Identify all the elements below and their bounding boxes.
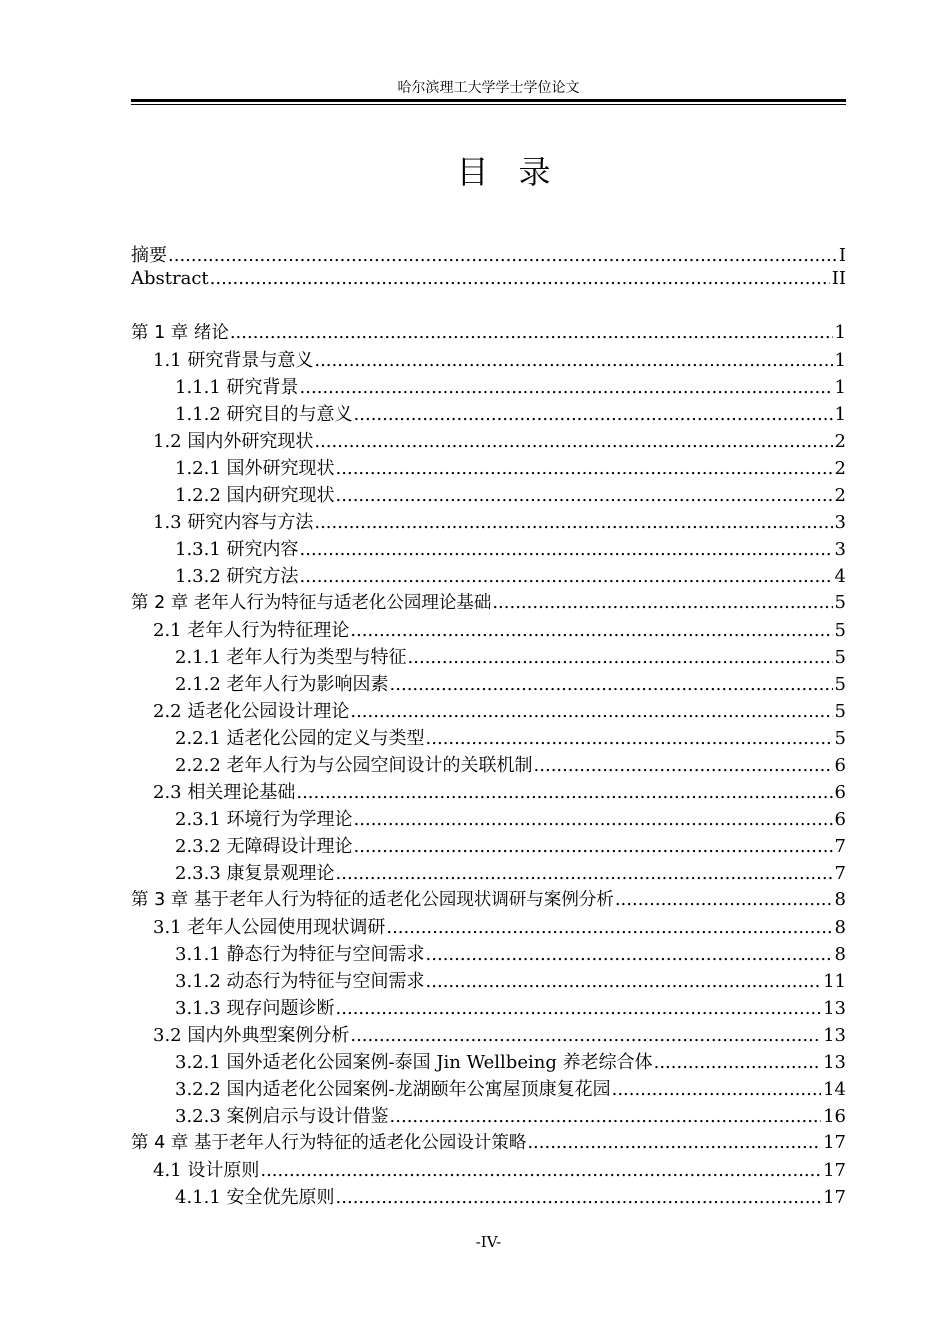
toc-entry[interactable] (131, 1021, 846, 1048)
toc-entry-label: 2.2 适老化公园设计理论 (153, 701, 350, 722)
toc-entry-label: 1.3 研究内容与方法 (153, 512, 314, 533)
toc-entry-page: 6 (834, 809, 846, 830)
toc-leader-dots (354, 404, 833, 425)
toc-entry-page: 5 (834, 620, 846, 641)
running-header: 哈尔滨理工大学学士学位论文 (397, 80, 580, 96)
toc-entry-page: 17 (823, 1132, 846, 1153)
toc-entry-label: 2.3.1 环境行为学理论 (175, 809, 353, 830)
toc-entry-label: 4.1 设计原则 (153, 1160, 260, 1181)
toc-entry-page: 11 (823, 971, 846, 992)
toc-entry-page: 7 (834, 863, 846, 884)
toc-entry-label: 第 3 章 基于老年人行为特征的适老化公园现状调研与案例分析 (131, 890, 614, 910)
toc-entry-page: 2 (834, 485, 846, 506)
toc-entry-page: 2 (834, 431, 846, 452)
toc-entry[interactable] (131, 643, 846, 670)
toc-entry-label: 3.1.3 现存问题诊断 (175, 998, 335, 1019)
toc-leader-dots (390, 1106, 822, 1127)
toc-leader-dots (426, 971, 822, 992)
toc-entry[interactable] (131, 241, 846, 268)
toc-entry-page: 8 (834, 917, 846, 938)
toc-entry-page: 6 (834, 782, 846, 803)
toc-leader-dots (336, 998, 822, 1019)
toc-entry-page: 4 (834, 566, 846, 587)
toc-entry[interactable] (131, 751, 846, 778)
toc-entry[interactable] (131, 670, 846, 697)
toc-entry-label: 4.1.1 安全优先原则 (175, 1187, 335, 1208)
toc-entry-label: 1.2 国内外研究现状 (153, 431, 314, 452)
toc-entry[interactable] (131, 1129, 846, 1156)
toc-entry-label: 3.1 老年人公园使用现状调研 (153, 917, 386, 938)
toc-entry[interactable] (131, 268, 846, 295)
toc-entry[interactable] (131, 346, 846, 373)
toc-entry-label: 2.2.1 适老化公园的定义与类型 (175, 728, 425, 749)
toc-leader-dots (336, 863, 833, 884)
toc-leader-dots (350, 1025, 821, 1046)
toc-leader-dots (492, 592, 832, 613)
toc-entry[interactable] (131, 319, 846, 346)
toc-entry-page: 6 (834, 755, 846, 776)
toc-leader-dots (336, 485, 833, 506)
toc-entry-label: 第 4 章 基于老年人行为特征的适老化公园设计策略 (131, 1133, 527, 1153)
toc-leader-dots (168, 245, 837, 266)
toc-entry[interactable] (131, 994, 846, 1021)
toc-entry-label: 2.3.3 康复景观理论 (175, 863, 335, 884)
toc-entry-page: 8 (834, 944, 846, 965)
toc-entry-page: 13 (823, 1025, 846, 1046)
toc-entry[interactable] (131, 1048, 846, 1075)
toc-entry[interactable] (131, 454, 846, 481)
toc-entry[interactable] (131, 616, 846, 643)
toc-leader-dots (296, 782, 832, 803)
toc-entry-label: 3.2.3 案例启示与设计借鉴 (175, 1106, 389, 1127)
toc-entry-label: 3.2 国内外典型案例分析 (153, 1025, 350, 1046)
toc-leader-dots (314, 512, 832, 533)
toc-leader-dots (615, 889, 833, 910)
toc-entry-page: 5 (834, 647, 846, 668)
toc-leader-dots (354, 809, 833, 830)
toc-entry-page: 7 (834, 836, 846, 857)
toc-leader-dots (426, 728, 833, 749)
toc-entry-page: 13 (823, 1052, 846, 1073)
toc-entry-page: 5 (834, 592, 846, 613)
toc-entry[interactable] (131, 427, 846, 454)
toc-entry[interactable] (131, 778, 846, 805)
toc-leader-dots (354, 836, 833, 857)
toc-leader-dots (336, 1187, 822, 1208)
toc-leader-dots (386, 917, 832, 938)
toc-entry[interactable] (131, 913, 846, 940)
toc-leader-dots (654, 1052, 822, 1073)
toc-entry-page: 3 (834, 539, 846, 560)
toc-entry-page: 1 (834, 350, 846, 371)
toc-entry-label: 1.3.1 研究内容 (175, 539, 299, 560)
toc-entry-label: Abstract (131, 268, 209, 289)
toc-entry[interactable] (131, 535, 846, 562)
toc-entry[interactable] (131, 589, 846, 616)
toc-entry[interactable] (131, 967, 846, 994)
toc-entry-page: 1 (834, 404, 846, 425)
toc-entry-label: 第 2 章 老年人行为特征与适老化公园理论基础 (131, 593, 492, 613)
toc-entry[interactable] (131, 697, 846, 724)
toc-entry[interactable] (131, 886, 846, 913)
toc-entry-page: II (831, 268, 846, 289)
toc-entry[interactable] (131, 481, 846, 508)
toc-entry-page: 1 (834, 322, 846, 343)
toc-entry-label: 1.1 研究背景与意义 (153, 350, 314, 371)
toc-entry-label: 2.3 相关理论基础 (153, 782, 296, 803)
toc-entry-label: 2.2.2 老年人行为与公园空间设计的关联机制 (175, 755, 533, 776)
toc-entry[interactable] (131, 859, 846, 886)
toc-leader-dots (390, 674, 833, 695)
toc-entry[interactable] (131, 508, 846, 535)
toc-entry-label: 3.2.2 国内适老化公园案例-龙湖颐年公寓屋顶康复花园 (175, 1079, 611, 1100)
toc-entry-page: 3 (834, 512, 846, 533)
toc-leader-dots (426, 944, 833, 965)
toc-entry-label: 1.3.2 研究方法 (175, 566, 299, 587)
toc-entry[interactable] (131, 1075, 846, 1102)
toc-entry-label: 第 1 章 绪论 (131, 323, 229, 343)
toc-entry-label: 1.2.1 国外研究现状 (175, 458, 335, 479)
toc-leader-dots (612, 1079, 821, 1100)
toc-entry[interactable] (131, 1183, 846, 1210)
toc-entry-label: 3.2.1 国外适老化公园案例-泰国 Jin Wellbeing 养老综合体 (175, 1052, 653, 1073)
page-title: 目录 (456, 153, 581, 191)
toc-leader-dots (534, 755, 833, 776)
toc-leader-dots (350, 701, 832, 722)
toc-entry-page: 5 (834, 674, 846, 695)
toc-leader-dots (260, 1160, 821, 1181)
toc-leader-dots (336, 458, 833, 479)
toc-entry[interactable] (131, 373, 846, 400)
toc-entry-label: 2.1.2 老年人行为影响因素 (175, 674, 389, 695)
page-number: -IV- (475, 1233, 502, 1251)
toc-entry-page: 5 (834, 728, 846, 749)
toc-entry-label: 3.1.2 动态行为特征与空间需求 (175, 971, 425, 992)
toc-entry[interactable] (131, 805, 846, 832)
toc-leader-dots (527, 1132, 821, 1153)
toc-entry-page: 17 (823, 1160, 846, 1181)
toc-leader-dots (408, 647, 833, 668)
toc-leader-dots (230, 322, 833, 343)
toc-entry-page: 17 (823, 1187, 846, 1208)
toc-entry-page: 5 (834, 701, 846, 722)
header-rule-thin (131, 104, 846, 105)
toc-leader-dots (314, 350, 832, 371)
toc-leader-dots (350, 620, 832, 641)
toc-entry[interactable] (131, 562, 846, 589)
toc-entry-label: 2.1.1 老年人行为类型与特征 (175, 647, 407, 668)
table-of-contents (131, 241, 846, 1210)
toc-entry[interactable] (131, 832, 846, 859)
toc-entry[interactable] (131, 1156, 846, 1183)
header-rule-thick (131, 99, 846, 102)
toc-entry[interactable] (131, 400, 846, 427)
toc-entry-page: 8 (834, 889, 846, 910)
toc-entry-page: 13 (823, 998, 846, 1019)
toc-entry-label: 1.2.2 国内研究现状 (175, 485, 335, 506)
toc-leader-dots (300, 566, 833, 587)
toc-leader-dots (314, 431, 832, 452)
toc-entry-page: 2 (834, 458, 846, 479)
toc-entry-label: 摘要 (131, 245, 167, 266)
toc-leader-dots (210, 268, 830, 289)
toc-entry[interactable] (131, 1102, 846, 1129)
toc-entry-label: 1.1.2 研究目的与意义 (175, 404, 353, 425)
toc-entry[interactable] (131, 940, 846, 967)
toc-entry-label: 3.1.1 静态行为特征与空间需求 (175, 944, 425, 965)
toc-leader-dots (300, 539, 833, 560)
toc-entry-page: 16 (823, 1106, 846, 1127)
toc-entry-page: 1 (834, 377, 846, 398)
toc-entry-page: I (838, 245, 846, 266)
toc-entry-label: 2.1 老年人行为特征理论 (153, 620, 350, 641)
toc-entry-label: 1.1.1 研究背景 (175, 377, 299, 398)
toc-leader-dots (300, 377, 833, 398)
toc-entry-label: 2.3.2 无障碍设计理论 (175, 836, 353, 857)
toc-entry[interactable] (131, 724, 846, 751)
toc-entry-page: 14 (823, 1079, 846, 1100)
